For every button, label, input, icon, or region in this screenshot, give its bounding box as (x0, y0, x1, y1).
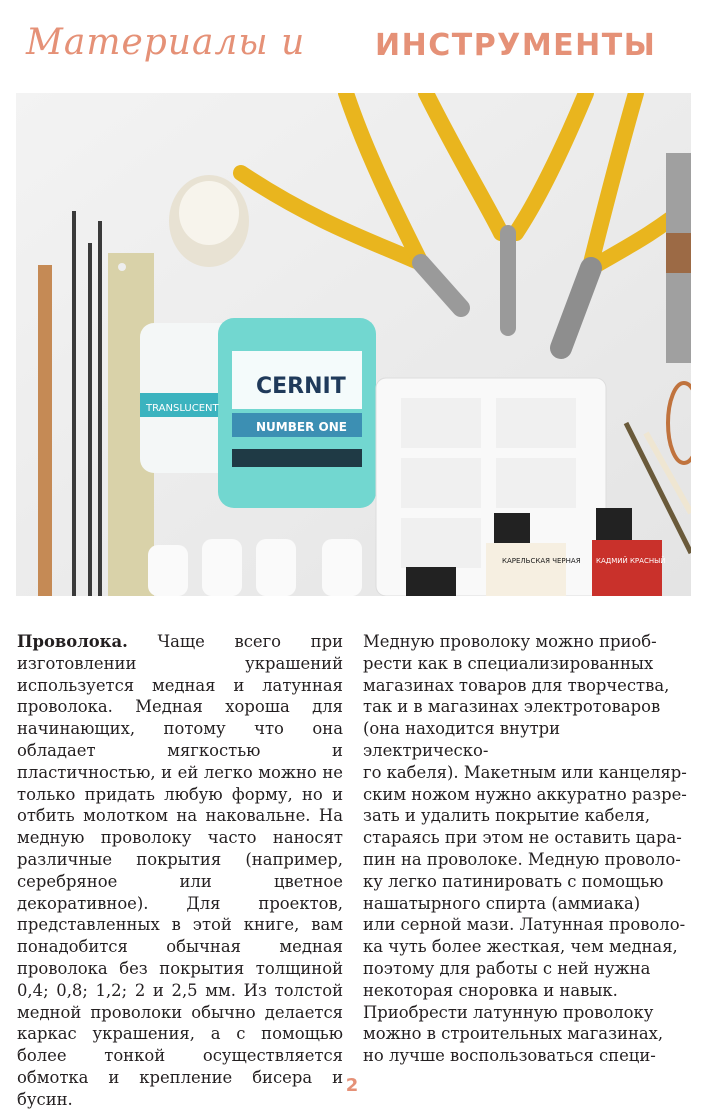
hammer (666, 153, 691, 363)
text-line: пин на проволоке. Медную проволо- (363, 849, 681, 869)
clay-pack-number-one (218, 318, 376, 508)
materials-photo (16, 93, 691, 596)
title-caps-part: ИНСТРУМЕНТЫ (375, 28, 657, 63)
text-line: ским ножом нужно аккуратно разре- (363, 784, 687, 804)
body-column-right (363, 631, 689, 1067)
paint-tube-small (406, 567, 456, 596)
paint-left-label: КАРЕЛЬСКАЯ ЧЕРНАЯ (502, 557, 581, 565)
wooden-stick (38, 265, 52, 596)
text-line: так и в магазинах электротоваров (363, 697, 661, 717)
text-line: ка чуть более жесткая, чем медная, (363, 937, 678, 957)
page-number: 2 (345, 1075, 359, 1096)
text-line: но лучше воспользоваться специ- (363, 1046, 656, 1066)
text-line: можно в строительных магазинах, (363, 1024, 664, 1044)
text-line: магазинах товаров для творчества, (363, 675, 670, 695)
text-line: Медную проволоку можно приоб- (363, 632, 657, 651)
clay-right-label: NUMBER ONE (256, 420, 347, 434)
page-title (0, 0, 704, 90)
left-paragraph: Чаще всего при изготовлении украшений используется медная и латунная проволока. Медная хороша для начинающих, потому что она обладает мягкостью и пластичностью, и ей легко можно не только придать любую форму, но и отбить молотком на наковальне. На медную проволоку часто наносят различные покрытия (например, серебряное или цветное декоративное). Для проектов, представленных в этой книге, вам понадобится обычная медная проволока без покрытия толщиной 0,4; 0,8; 1,2; 2 и 2,5 мм. Из толстой медной проволоки обычно делается каркас украшения, а с помощью более тонкой осуществляется обмотка и крепление бисера и бусин. (17, 632, 343, 1109)
section-lead: Проволока. (17, 632, 128, 651)
glue-bottle (202, 539, 242, 596)
paint-right-label: КАДМИЙ КРАСНЫЙ (596, 557, 666, 565)
clay-brand: CERNIT (256, 374, 346, 399)
text-line: Приобрести латунную проволоку (363, 1002, 654, 1022)
glue-bottle (256, 539, 296, 596)
text-line: (она находится внутри электрическо- (363, 719, 561, 760)
text-line: нашатырного спирта (аммиака) (363, 893, 641, 913)
text-line: некоторая сноровка и навык. (363, 980, 618, 1000)
text-line: или серной мази. Латунная проволо- (363, 915, 686, 935)
text-line: ку легко патинировать с помощью (363, 871, 664, 891)
body-column-left (17, 631, 343, 1111)
glue-bottle (148, 545, 188, 596)
text-line: рести как в специализированных (363, 653, 654, 673)
text-line: зать и удалить покрытие кабеля, (363, 806, 651, 826)
text-line: стараясь при этом не оставить цара- (363, 828, 682, 848)
glue-bottle (322, 539, 362, 596)
metal-rod (88, 243, 92, 596)
title-script-part: Материалы и (26, 22, 306, 63)
text-line: поэтому для работы с ней нужна (363, 958, 651, 978)
metal-rod (98, 221, 102, 596)
clay-left-label: TRANSLUCENT (146, 403, 219, 414)
metal-rod (72, 211, 76, 596)
text-line: го кабеля). Макетным или канцеляр- (363, 762, 687, 782)
